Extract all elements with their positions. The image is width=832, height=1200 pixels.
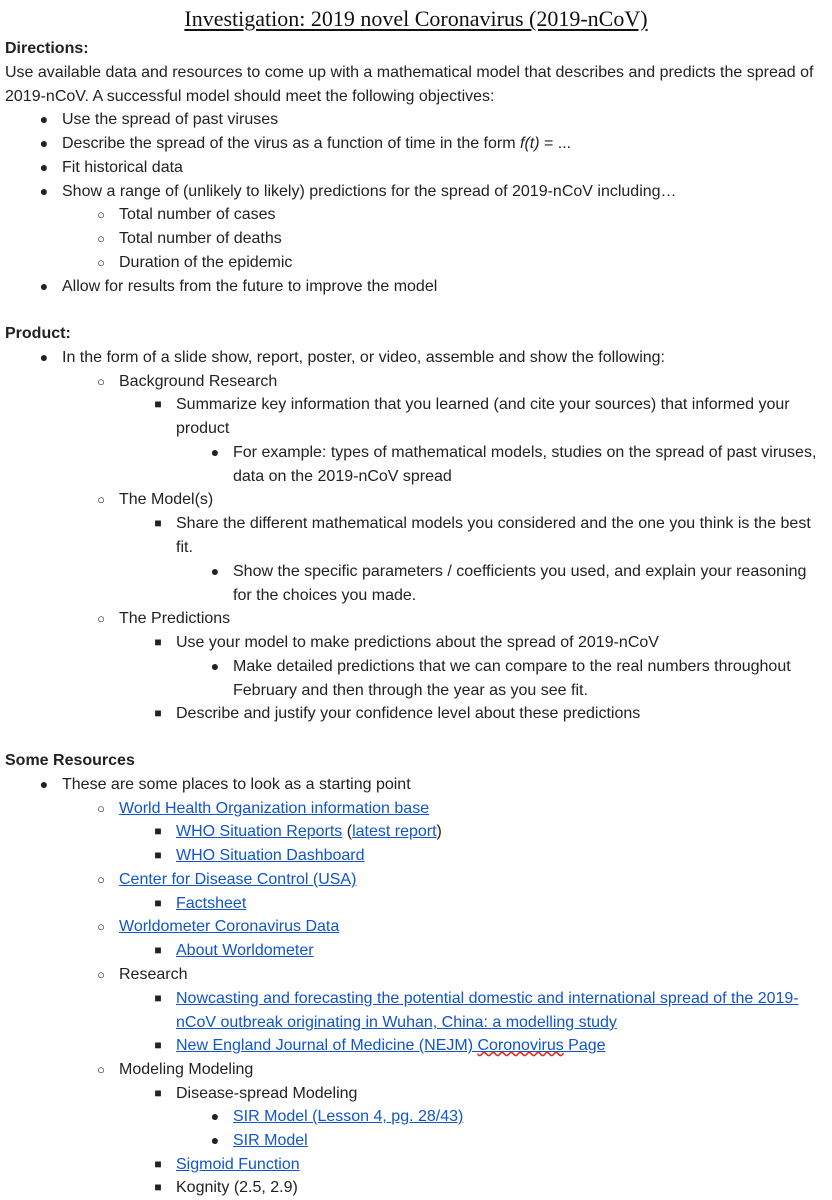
list-item [39, 773, 828, 797]
bullet-marker: ● [210, 444, 220, 460]
list-item [154, 844, 828, 868]
bullet-marker: ● [210, 1132, 220, 1148]
square-marker: ■ [154, 1180, 162, 1194]
list-item [154, 820, 828, 844]
square-marker: ■ [154, 896, 162, 910]
sir-lesson-link[interactable]: SIR Model (Lesson 4, pg. 28/43) [233, 1108, 464, 1125]
page-title: Investigation: 2019 novel Coronavirus (2019-nCoV) [184, 6, 648, 31]
list-item [39, 180, 828, 204]
circle-marker: ○ [97, 231, 105, 246]
nejm-link[interactable] [176, 1037, 606, 1054]
list-item [39, 108, 828, 132]
who-information-base-link[interactable]: World Health Organization information base [119, 800, 430, 817]
prediction-duration: Duration of the epidemic [119, 254, 293, 271]
list-item [97, 203, 828, 227]
circle-marker: ○ [97, 919, 105, 934]
circle-marker: ○ [97, 492, 105, 507]
latest-report-link[interactable]: latest report [352, 823, 437, 840]
square-marker: ■ [154, 516, 162, 530]
nejm-misspelled-word: Coronovirus [477, 1037, 564, 1054]
background-research-title: Background Research [119, 373, 278, 390]
about-worldometer-link[interactable]: About Worldometer [176, 942, 314, 959]
nowcasting-study-link[interactable]: Nowcasting and forecasting the potential domestic and international spread of the 2019-nCoV outbreak originating in Wuhan, China: a modelling study [176, 990, 799, 1031]
worldometer-link[interactable]: Worldometer Coronavirus Data [119, 918, 340, 935]
prediction-cases: Total number of cases [119, 206, 276, 223]
kognity-text: Kognity (2.5, 2.9) [176, 1179, 298, 1196]
factsheet-link[interactable]: Factsheet [176, 895, 247, 912]
list-item [97, 607, 828, 631]
sigmoid-link[interactable]: Sigmoid Function [176, 1156, 300, 1173]
circle-marker: ○ [97, 611, 105, 626]
circle-marker: ○ [97, 967, 105, 982]
list-item [97, 915, 828, 939]
resources-heading: Some Resources [5, 752, 135, 769]
list-item [210, 441, 828, 489]
list-item [154, 1082, 828, 1106]
list-item [97, 868, 828, 892]
model-detail: Show the specific parameters / coefficients you used, and explain your reasoning for the choices you made. [233, 563, 807, 604]
list-item [154, 702, 828, 726]
who-situation-reports-link[interactable]: WHO Situation Reports [176, 823, 343, 840]
confidence-item: Describe and justify your confidence level about these predictions [176, 705, 641, 722]
bullet-marker: ● [39, 159, 49, 175]
nejm-prefix: New England Journal of Medicine (NEJM) [176, 1037, 478, 1054]
bullet-marker: ● [39, 183, 49, 199]
circle-marker: ○ [97, 255, 105, 270]
list-item [97, 488, 828, 512]
objective-range: Show a range of (unlikely to likely) predictions for the spread of 2019-nCoV including… [62, 183, 677, 200]
square-marker: ■ [154, 824, 162, 838]
function-notation: f(t) [520, 135, 540, 152]
who-dashboard-link[interactable]: WHO Situation Dashboard [176, 847, 365, 864]
list-item [39, 156, 828, 180]
bullet-marker: ● [39, 349, 49, 365]
background-research-example: For example: types of mathematical models, studies on the spread of past viruses, data on the 2019-nCoV spread [233, 444, 817, 485]
open-paren: ( [342, 823, 353, 840]
list-item [210, 655, 828, 703]
list-item [154, 1034, 828, 1058]
list-item [154, 1176, 828, 1200]
product-intro: In the form of a slide show, report, poster, or video, assemble and show the following: [62, 349, 665, 366]
list-item [97, 227, 828, 251]
list-item [154, 892, 828, 916]
bullet-marker: ● [39, 111, 49, 127]
square-marker: ■ [154, 397, 162, 411]
circle-marker: ○ [97, 374, 105, 389]
modeling-title: Modeling Modeling [119, 1061, 254, 1078]
list-item [39, 275, 828, 299]
bullet-marker: ● [210, 658, 220, 674]
prediction-deaths: Total number of deaths [119, 230, 282, 247]
list-item [154, 631, 828, 655]
model-item: Share the different mathematical models you considered and the one you think is the best fit. [176, 515, 811, 556]
list-item [154, 1153, 828, 1177]
bullet-marker: ● [210, 1108, 220, 1124]
sir-model-link[interactable]: SIR Model [233, 1132, 308, 1149]
bullet-marker: ● [210, 563, 220, 579]
bullet-marker: ● [39, 776, 49, 792]
square-marker: ■ [154, 1157, 162, 1171]
predictions-item: Use your model to make predictions about the spread of 2019-nCoV [176, 634, 659, 651]
objective-function: Describe the spread of the virus as a function of time in the form [62, 135, 520, 152]
directions-heading: Directions: [5, 40, 89, 57]
circle-marker: ○ [97, 801, 105, 816]
list-item [154, 939, 828, 963]
research-title: Research [119, 966, 188, 983]
square-marker: ■ [154, 706, 162, 720]
nejm-suffix: Page [563, 1037, 606, 1054]
objective-future: Allow for results from the future to improve the model [62, 278, 438, 295]
list-item [97, 251, 828, 275]
list-item [210, 1105, 828, 1129]
circle-marker: ○ [97, 1062, 105, 1077]
product-heading: Product: [5, 325, 71, 342]
predictions-detail: Make detailed predictions that we can compare to the real numbers throughout February and then through the year as you see fit. [233, 658, 791, 699]
list-item [97, 370, 828, 394]
resources-intro: These are some places to look as a starting point [62, 776, 411, 793]
disease-modeling-title: Disease-spread Modeling [176, 1085, 358, 1102]
list-item [210, 1129, 828, 1153]
predictions-title: The Predictions [119, 610, 231, 627]
model-title: The Model(s) [119, 491, 214, 508]
bullet-marker: ● [39, 135, 49, 151]
list-item [97, 963, 828, 987]
bullet-marker: ● [39, 278, 49, 294]
square-marker: ■ [154, 1086, 162, 1100]
list-item [154, 987, 828, 1035]
list-item [97, 797, 828, 821]
directions-intro: Use available data and resources to come up with a mathematical model that describes and predicts the spread of 2019-nCoV. A successful model should meet the following objectives: [5, 64, 814, 105]
function-tail: = ... [539, 135, 572, 152]
square-marker: ■ [154, 1038, 162, 1052]
objective-past-viruses: Use the spread of past viruses [62, 111, 279, 128]
list-item [154, 393, 828, 441]
list-item [39, 346, 828, 370]
list-item [154, 512, 828, 560]
background-research-item: Summarize key information that you learned (and cite your sources) that informed your product [176, 396, 790, 437]
square-marker: ■ [154, 848, 162, 862]
square-marker: ■ [154, 991, 162, 1005]
close-paren: ) [436, 823, 442, 840]
circle-marker: ○ [97, 872, 105, 887]
list-item [39, 132, 828, 156]
square-marker: ■ [154, 943, 162, 957]
cdc-link[interactable]: Center for Disease Control (USA) [119, 871, 357, 888]
square-marker: ■ [154, 635, 162, 649]
objective-historical: Fit historical data [62, 159, 183, 176]
list-item [210, 560, 828, 608]
list-item [97, 1058, 828, 1082]
circle-marker: ○ [97, 207, 105, 222]
